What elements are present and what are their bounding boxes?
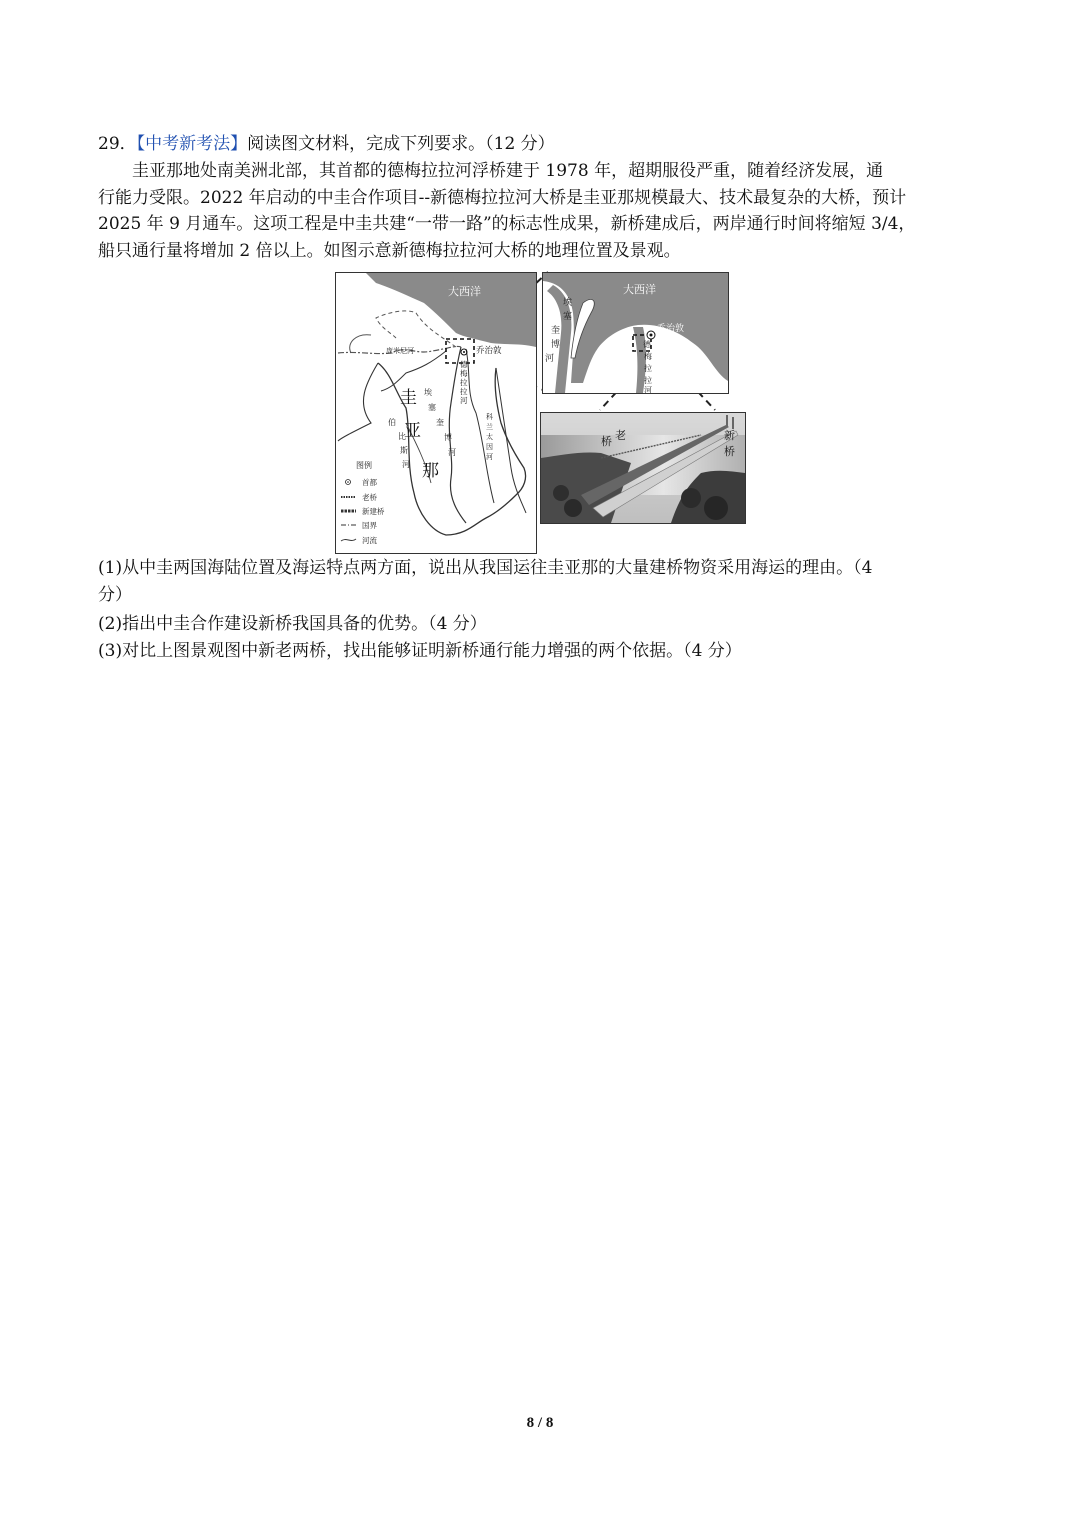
subquestion-text-cont: 分）: [98, 585, 132, 605]
river-label-char: 拉: [460, 378, 468, 387]
river-label-char: 埃: [424, 388, 432, 397]
material-line: 行能力受限。2022 年启动的中圭合作项目--新德梅拉拉河大桥是圭亚那规模最大、技术最复杂的大桥，预计: [98, 187, 907, 208]
subquestion-text: (2)指出中圭合作建设新桥我国具备的优势。（4 分）: [98, 614, 487, 634]
river-label-char: 河: [460, 396, 468, 405]
country-label-char: 圭: [400, 388, 417, 408]
subquestion-text: (1)从中圭两国海陆位置及海运特点两方面，说出从我国运往圭亚那的大量建桥物资采用海运的理由。（4: [98, 558, 873, 578]
river-label-char: 梅: [644, 352, 652, 361]
legend-item: 河流: [362, 536, 377, 545]
river-label-char: 梅: [460, 369, 468, 378]
legend-item: 老桥: [362, 493, 377, 502]
river-label-char: 德: [643, 340, 651, 349]
river-label-char: 奎: [436, 418, 444, 427]
capital-label: 乔治敦: [476, 346, 502, 356]
river-line: [350, 335, 371, 353]
river-label-char: 博: [551, 340, 561, 350]
subquestion-2: [98, 611, 982, 638]
legend-title: 图例: [356, 461, 372, 470]
question-tag[interactable]: 【中考新考法】: [136, 134, 248, 154]
old-bridge-label-char: 老: [615, 429, 626, 442]
river-label-char: 河: [644, 386, 652, 393]
river-label-char: 塞: [563, 312, 573, 322]
map-legend: [341, 460, 385, 545]
question-number: 29．: [98, 134, 137, 154]
bridge-photo: [540, 412, 746, 524]
new-bridge-label-char: 新: [724, 429, 735, 442]
new-bridge-label-char: 桥: [724, 445, 735, 458]
material-line: 2025 年 9 月通车。这项工程是中圭共建“一带一路”的标志性成果，新桥建成后，两岸通行时间将缩短 3/4，: [98, 214, 916, 234]
legend-item: 首都: [362, 478, 377, 487]
river-line: [381, 351, 446, 391]
material-line: 圭亚那地处南美洲北部，其首都的德梅拉拉河浮桥建于 1978 年，超期服役严重，随着经济发展，通: [132, 161, 884, 181]
river-symbol: [341, 539, 356, 541]
river-label-char: 河: [402, 460, 410, 469]
river-label-char: 拉: [460, 387, 468, 396]
river-label-char: 博: [444, 433, 452, 442]
country-label-char: 那: [422, 461, 439, 481]
ocean-label: 大西洋: [623, 283, 656, 296]
river-label-char: 埃: [563, 298, 573, 308]
river-label-char: 兰: [486, 423, 493, 431]
river-label-char: 斯: [400, 446, 408, 455]
border-line: [338, 363, 378, 441]
river-line: [496, 368, 526, 513]
river-label-char: 比: [398, 432, 406, 441]
river-label-char: 拉: [644, 364, 652, 373]
river-label-char: 拉: [644, 376, 652, 385]
capital-label: 乔治敦: [657, 324, 685, 334]
pomeroon-label: 庞米尼河: [386, 347, 414, 355]
material-line: 船只通行量将增加 2 倍以上。如图示意新德梅拉拉河大桥的地理位置及景观。: [98, 240, 681, 261]
old-bridge-label-char: 桥: [601, 435, 612, 448]
subquestion-3: [98, 638, 982, 665]
subquestion-1: [98, 555, 982, 609]
river-label-char: 科: [486, 413, 493, 421]
question-intro: 阅读图文材料，完成下列要求。（12 分）: [247, 134, 555, 154]
legend-item: 国界: [362, 521, 377, 530]
river-label-char: 河: [448, 448, 456, 457]
legend-item: 新建桥: [362, 507, 385, 516]
river-label-char: 太: [486, 433, 493, 441]
river-label-char: 河: [545, 354, 555, 364]
river-label-char: 河: [486, 453, 493, 461]
inset-map: [542, 272, 729, 394]
river-label-char: 德: [460, 360, 468, 369]
guyana-map: [335, 272, 537, 554]
river-label-char: 奎: [551, 326, 561, 336]
river-label-char: 塞: [428, 403, 436, 412]
river-label-char: 因: [486, 443, 493, 451]
country-label-char: 亚: [404, 421, 421, 441]
subquestion-text: (3)对比上图景观图中新老两桥，找出能够证明新桥通行能力增强的两个依据。（4 分）: [98, 641, 742, 661]
page-number: 8 / 8: [526, 1415, 554, 1431]
ocean-label: 大西洋: [448, 285, 481, 298]
river-label-char: 伯: [388, 418, 396, 427]
